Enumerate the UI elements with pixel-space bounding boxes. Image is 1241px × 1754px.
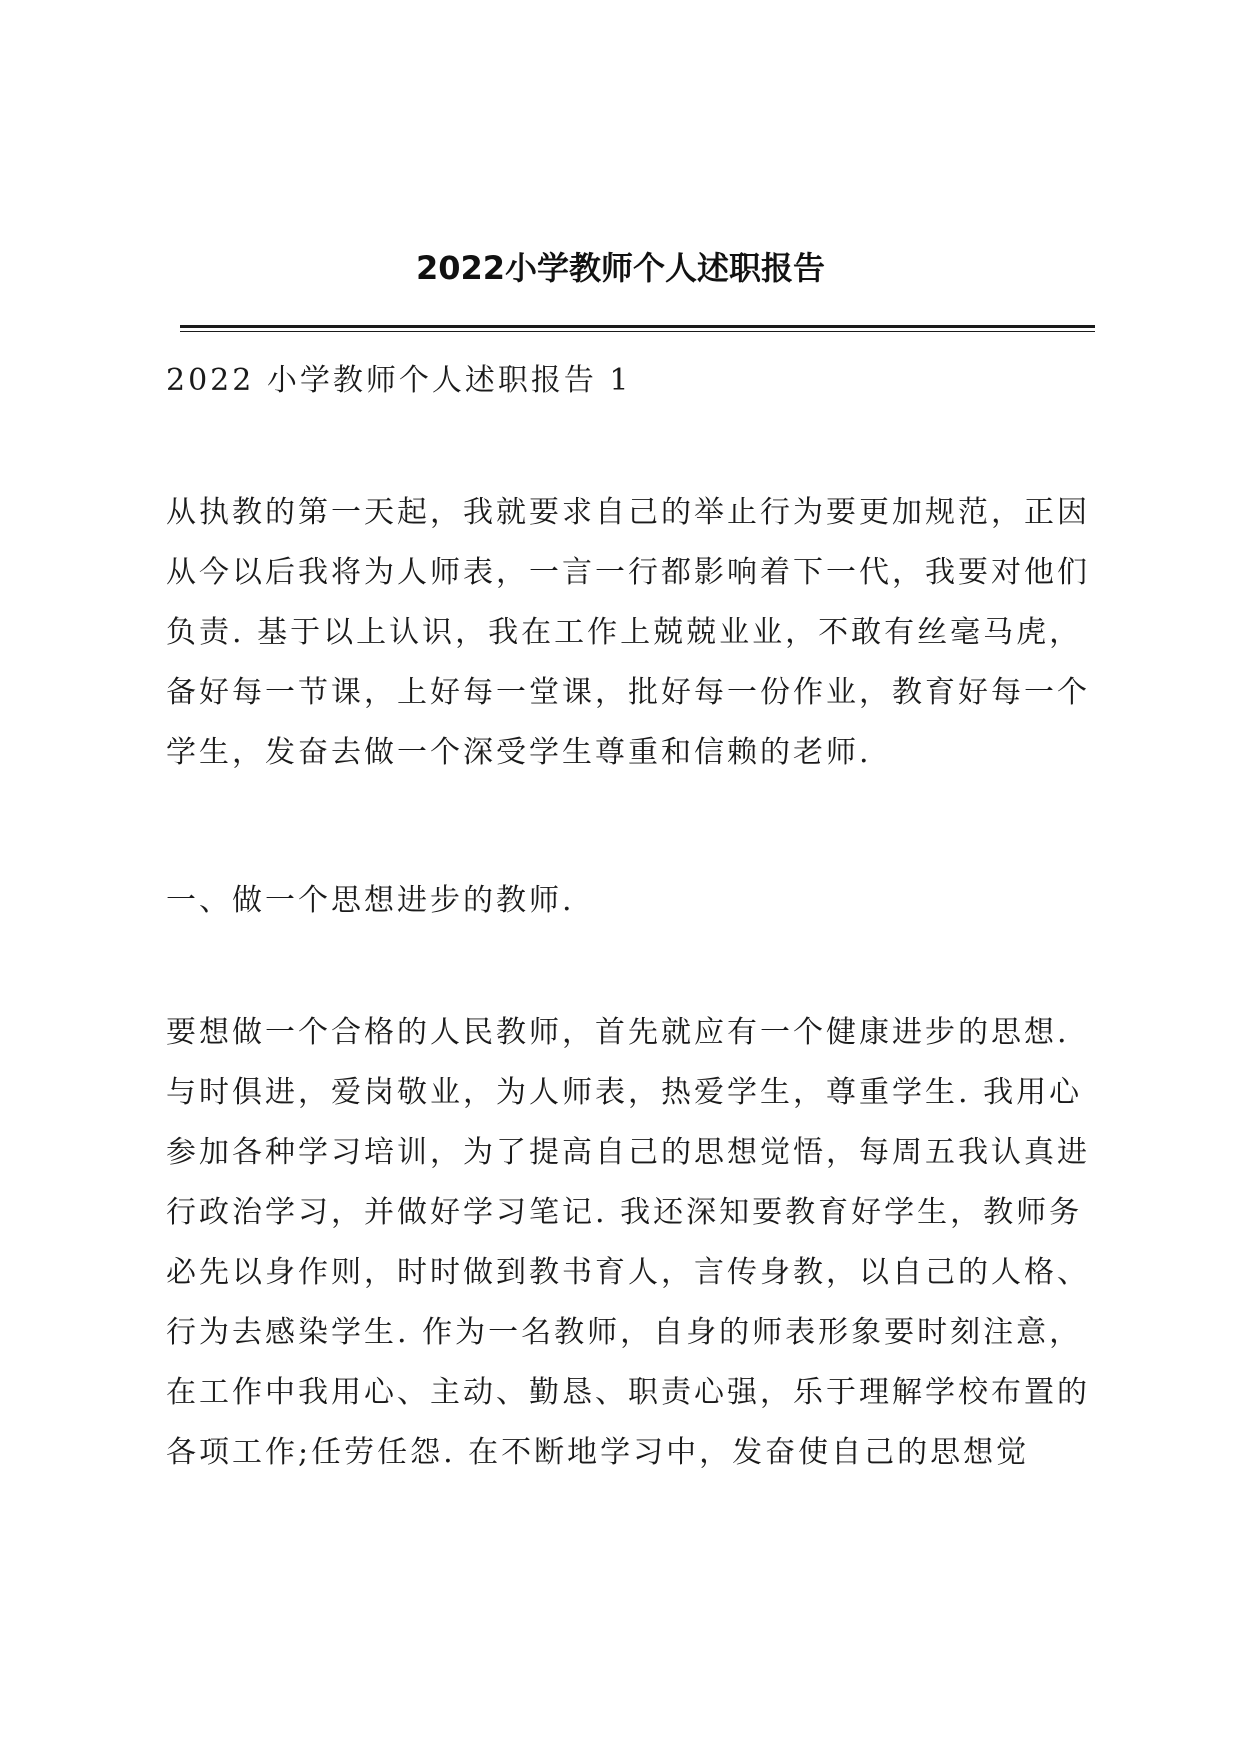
paragraph-line: 负责. 基于以上认识，我在工作上兢兢业业，不敢有丝毫马虎， <box>166 615 1083 650</box>
report-subtitle: 2022 小学教师个人述职报告 1 <box>166 363 632 398</box>
paragraph-line: 从执教的第一天起，我就要求自己的举止行为要更加规范，正因 <box>166 495 1090 530</box>
paragraph-intro <box>166 483 1096 783</box>
paragraph-line: 备好每一节课，上好每一堂课，批好每一份作业，教育好每一个 <box>166 675 1090 710</box>
paragraph-line: 行为去感染学生. 作为一名教师，自身的师表形象要时刻注意， <box>166 1315 1083 1350</box>
paragraph-line: 学生，发奋去做一个深受学生尊重和信赖的老师. <box>166 735 872 770</box>
paragraph-line: 行政治学习，并做好学习笔记. 我还深知要教育好学生，教师务 <box>166 1195 1083 1230</box>
section-heading: 一、做一个思想进步的教师. <box>166 883 575 918</box>
paragraph-line: 与时俱进，爱岗敬业，为人师表，热爱学生，尊重学生. 我用心 <box>166 1075 1083 1110</box>
title-divider-thin <box>180 331 1095 332</box>
paragraph-line: 必先以身作则，时时做到教书育人，言传身教，以自己的人格、 <box>166 1255 1090 1290</box>
paragraph-line: 要想做一个合格的人民教师，首先就应有一个健康进步的思想. <box>166 1015 1070 1050</box>
title-divider-thick <box>180 325 1095 328</box>
paragraph-line: 在工作中我用心、主动、勤恳、职责心强，乐于理解学校布置的 <box>166 1375 1090 1410</box>
paragraph-section-1 <box>166 1003 1096 1483</box>
paragraph-line: 从今以后我将为人师表，一言一行都影响着下一代，我要对他们 <box>166 555 1090 590</box>
document-title: 2022小学教师个人述职报告 <box>415 249 826 287</box>
paragraph-line: 各项工作;任劳任怨. 在不断地学习中，发奋使自己的思想觉 <box>166 1435 1030 1470</box>
paragraph-line: 参加各种学习培训，为了提高自己的思想觉悟，每周五我认真进 <box>166 1135 1090 1170</box>
